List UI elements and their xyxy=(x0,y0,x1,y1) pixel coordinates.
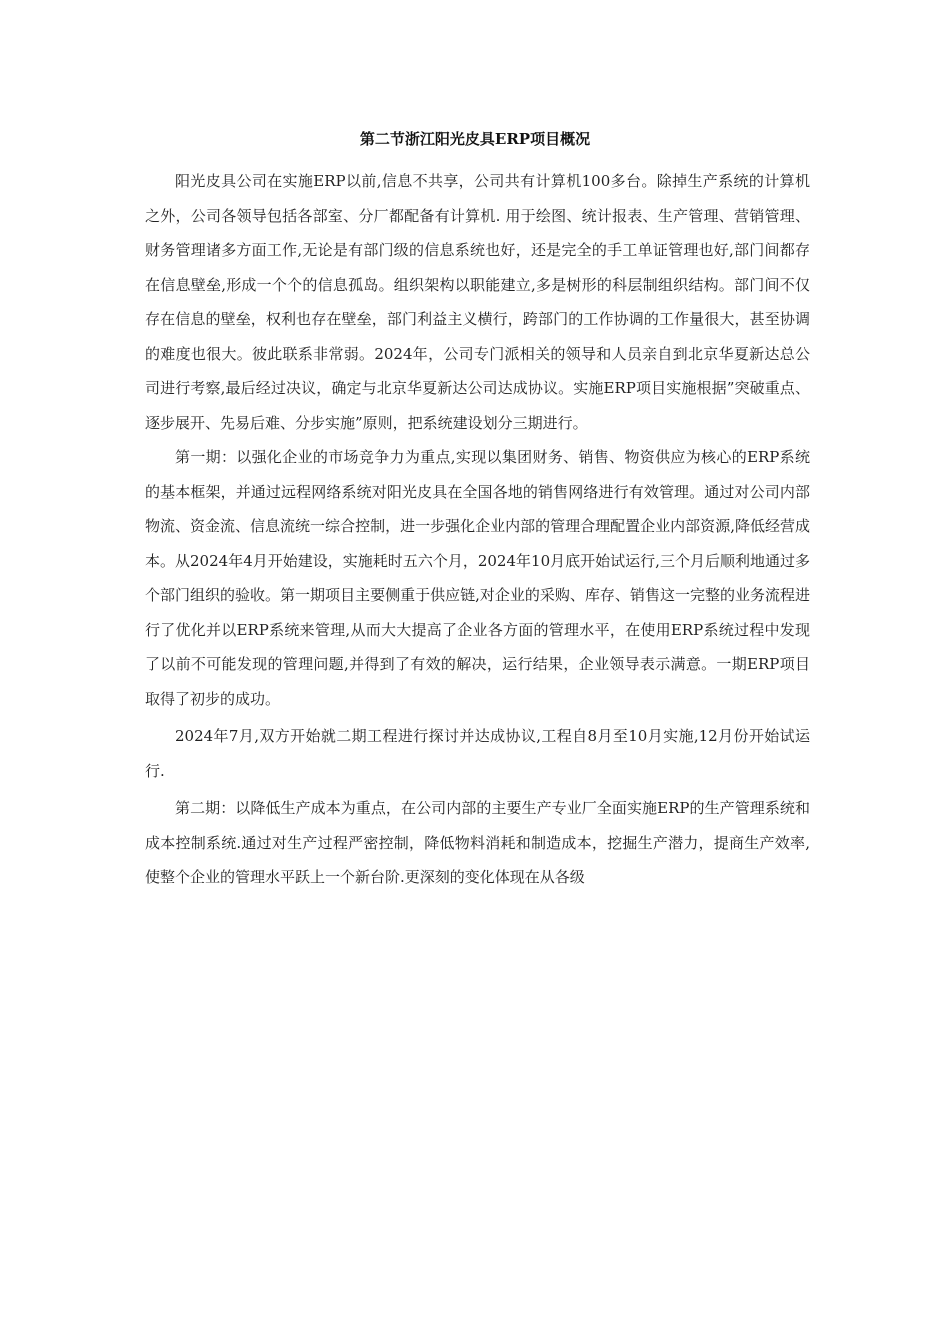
document-body xyxy=(145,164,810,895)
paragraph-background: 阳光皮具公司在实施ERP以前,信息不共享，公司共有计算机100多台。除掉生产系统的计算机之外，公司各领导包括各部室、分厂都配备有计算机. 用于绘图、统计报表、生产管理、营销管理、财务管理诸多方面工作,无论是有部门级的信息系统也好，还是完全的手工单证管理也好,部门间都存在信息壁垒,形成一个个的信息孤岛。组织架构以职能建立,多是树形的科层制组织结构。部门间不仅存在信息的壁垒，权利也存在壁垒，部门利益主义横行，跨部门的工作协调的工作量很大，甚至协调的难度也很大。彼此联系非常弱。2024年，公司专门派相关的领导和人员亲自到北京华夏新达总公司进行考察,最后经过决议，确定与北京华夏新达公司达成协议。实施ERP项目实施根据”突破重点、逐步展开、先易后难、分步实施”原则，把系统建设划分三期进行。 xyxy=(145,172,810,432)
paragraph-phase-one: 第一期：以强化企业的市场竞争力为重点,实现以集团财务、销售、物资供应为核心的ERP系统的基本框架，并通过远程网络系统对阳光皮具在全国各地的销售网络进行有效管理。通过对公司内部物流、资金流、信息流统一综合控制，进一步强化企业内部的管理合理配置企业内部资源,降低经营成本。从2024年4月开始建设，实施耗时五六个月，2024年10月底开始试运行,三个月后顺利地通过多个部门组织的验收。第一期项目主要侧重于供应链,对企业的采购、库存、销售这一完整的业务流程进行了优化并以ERP系统来管理,从而大大提高了企业各方面的管理水平，在使用ERP系统过程中发现了以前不可能发现的管理问题,并得到了有效的解决，运行结果，企业领导表示满意。一期ERP项目取得了初步的成功。 xyxy=(145,448,810,708)
paragraph-phase-two-agreement: 2024年7月,双方开始就二期工程进行探讨并达成协议,工程自8月至10月实施,12月份开始试运行. xyxy=(145,727,810,780)
paragraph-phase-two: 第二期：以降低生产成本为重点，在公司内部的主要生产专业厂全面实施ERP的生产管理系统和成本控制系统.通过对生产过程严密控制，降低物料消耗和制造成本，挖掘生产潜力，提商生产效率,使整个企业的管理水平跃上一个新台阶.更深刻的变化体现在从各级 xyxy=(145,799,810,886)
section-title: 第二节浙江阳光皮具ERP项目概况 xyxy=(359,130,591,148)
